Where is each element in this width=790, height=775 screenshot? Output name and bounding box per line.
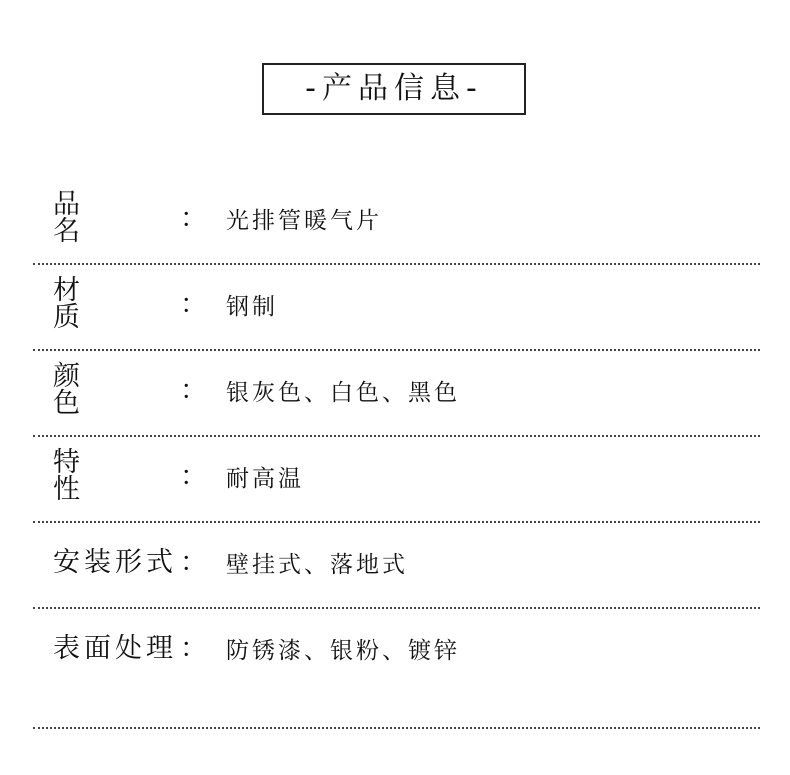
spec-colon: ： (180, 546, 207, 578)
spec-label-text: 材质 (53, 275, 150, 333)
dotted-divider (33, 349, 760, 351)
spec-label-text: 颜色 (53, 361, 150, 419)
spec-row-name (0, 189, 790, 247)
spec-row-color (0, 361, 790, 419)
spec-label-installation (53, 542, 193, 582)
spec-label-material (53, 275, 173, 333)
dotted-divider (33, 521, 760, 523)
spec-label-text: 安装形式 (53, 546, 177, 578)
spec-label-surface-treatment (53, 628, 193, 668)
spec-colon: ： (180, 632, 207, 664)
spec-row-material (0, 275, 790, 333)
spec-value-installation: 壁挂式、落地式 (226, 551, 408, 578)
spec-row-surface-treatment (0, 628, 790, 668)
section-title: -产品信息- (305, 71, 483, 106)
spec-value-feature: 耐高温 (226, 465, 304, 492)
spec-label-text: 品名 (53, 189, 150, 247)
spec-label-name (53, 189, 173, 247)
spec-row-installation (0, 542, 790, 582)
spec-value-material: 钢制 (226, 293, 278, 320)
dotted-divider (33, 727, 760, 729)
spec-label-feature (53, 447, 173, 505)
spec-label-text: 特性 (53, 447, 150, 505)
spec-row-feature (0, 447, 790, 505)
dotted-divider (33, 435, 760, 437)
spec-colon: ： (180, 288, 207, 320)
dotted-divider (33, 607, 760, 609)
spec-value-surface-treatment: 防锈漆、银粉、镀锌 (226, 637, 460, 664)
spec-colon: ： (180, 460, 207, 492)
spec-colon: ： (180, 374, 207, 406)
dotted-divider (33, 263, 760, 265)
spec-value-name: 光排管暖气片 (226, 207, 382, 234)
spec-label-color (53, 361, 173, 419)
spec-colon: ： (180, 202, 207, 234)
spec-value-color: 银灰色、白色、黑色 (226, 379, 460, 406)
spec-label-text: 表面处理 (53, 632, 177, 664)
